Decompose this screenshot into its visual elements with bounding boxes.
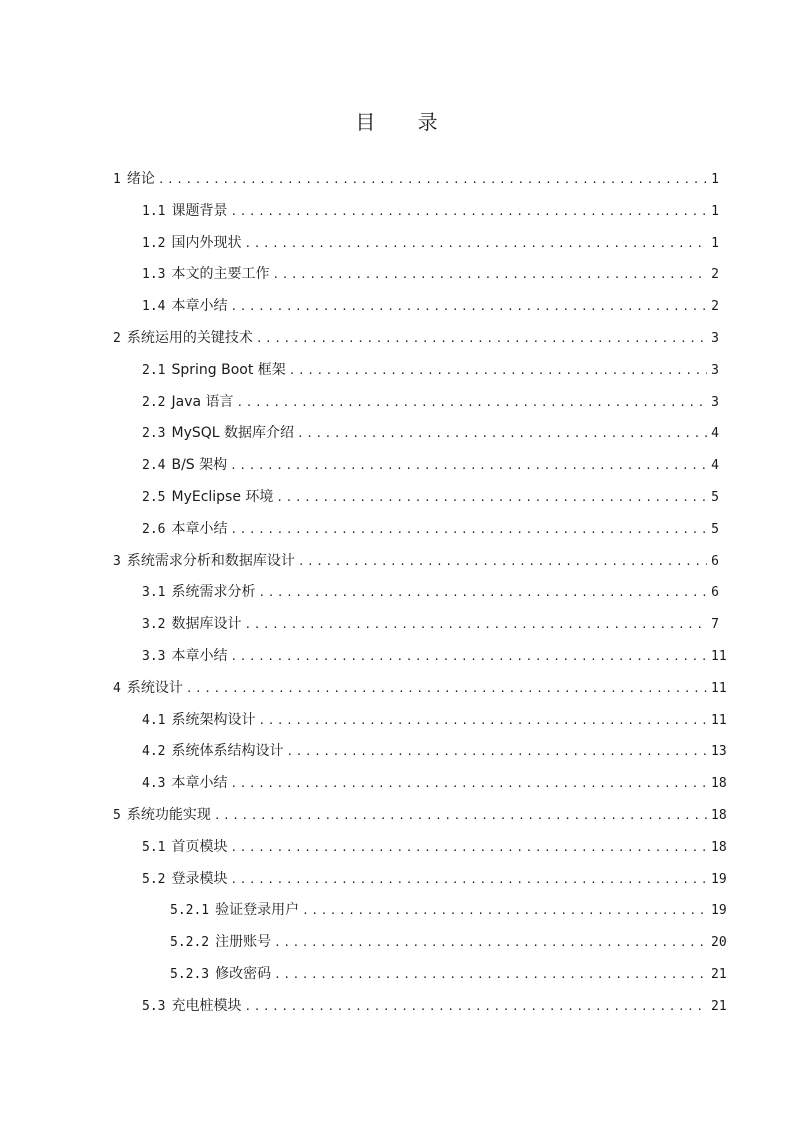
toc-entry-title: Spring Boot 框架 — [171, 361, 286, 378]
toc-entry-page-number: 11 — [711, 648, 727, 664]
toc-entry[interactable] — [113, 991, 727, 1023]
toc-dot-leader — [244, 609, 707, 641]
toc-entry-title: 系统功能实现 — [126, 806, 211, 823]
toc-entry[interactable] — [113, 705, 727, 737]
toc-entry[interactable] — [113, 768, 727, 800]
toc-entry-page-number: 1 — [711, 235, 719, 251]
toc-dot-leader — [272, 259, 707, 291]
toc-dot-leader — [274, 959, 707, 991]
toc-entry-page-number: 6 — [711, 585, 719, 601]
toc-entry[interactable] — [113, 641, 727, 673]
toc-dot-leader — [230, 291, 707, 323]
toc-dot-leader — [230, 196, 707, 228]
toc-entry[interactable] — [113, 736, 727, 768]
toc-dot-leader — [286, 736, 707, 768]
toc-entry-number: 5 — [113, 807, 121, 823]
toc-entry[interactable] — [113, 959, 727, 991]
toc-entry-page-number: 2 — [711, 299, 719, 315]
toc-entry[interactable] — [113, 927, 727, 959]
toc-entry-number: 1 — [113, 172, 121, 187]
toc-entry[interactable] — [113, 514, 719, 546]
toc-dot-leader — [214, 800, 707, 832]
toc-entry[interactable] — [113, 164, 719, 196]
toc-entry-page-number: 1 — [711, 172, 719, 187]
toc-dot-leader — [230, 514, 707, 546]
toc-dot-leader — [256, 323, 707, 355]
toc-entry-page-number: 19 — [711, 871, 727, 887]
toc-dot-leader — [186, 673, 707, 705]
toc-entry-number: 4.2 — [142, 744, 166, 760]
toc-entry-page-number: 3 — [711, 330, 719, 346]
toc-entry[interactable] — [113, 450, 719, 482]
toc-entry-number: 5.2.2 — [170, 935, 210, 951]
toc-dot-leader — [230, 641, 707, 673]
toc-entry[interactable] — [113, 800, 727, 832]
toc-entry-page-number: 2 — [711, 267, 719, 283]
toc-entry-page-number: 6 — [711, 553, 719, 569]
toc-entry-title: 注册账号 — [215, 934, 272, 951]
toc-entry-number: 1.3 — [142, 267, 166, 283]
toc-entry[interactable] — [113, 482, 719, 514]
toc-entry-title: 验证登录用户 — [215, 902, 300, 919]
toc-entry-title: 课题背景 — [171, 202, 228, 219]
toc-entry-page-number: 18 — [711, 839, 727, 855]
toc-entry-number: 2.5 — [142, 489, 166, 505]
toc-dot-leader — [244, 228, 707, 260]
toc-dot-leader — [276, 482, 707, 514]
toc-entry-page-number: 11 — [711, 712, 727, 728]
toc-dot-leader — [158, 164, 707, 196]
toc-entry-title: MySQL 数据库介绍 — [171, 425, 295, 442]
toc-entry-number: 5.2.1 — [170, 903, 210, 919]
toc-entry-title: 修改密码 — [215, 965, 272, 982]
toc-dot-leader — [230, 832, 707, 864]
toc-entry-title: 系统架构设计 — [171, 711, 256, 728]
toc-entry-title: 系统运用的关键技术 — [126, 329, 253, 346]
toc-entry[interactable] — [113, 355, 719, 387]
toc-entry[interactable] — [113, 609, 719, 641]
toc-entry-title: 充电桩模块 — [171, 997, 242, 1014]
toc-dot-leader — [289, 355, 707, 387]
toc-entry-number: 3 — [113, 553, 121, 569]
toc-entry[interactable] — [113, 546, 719, 578]
toc-entry-page-number: 21 — [711, 998, 727, 1014]
toc-entry-number: 5.3 — [142, 998, 166, 1014]
toc-entry-page-number: 5 — [711, 489, 719, 505]
toc-entry-page-number: 11 — [711, 680, 727, 696]
toc-entry-number: 4.3 — [142, 776, 166, 792]
toc-entry-number: 5.2.3 — [170, 966, 210, 982]
toc-entry[interactable] — [113, 832, 727, 864]
toc-entry-title: 数据库设计 — [171, 616, 242, 633]
toc-entry-title: B/S 架构 — [171, 457, 228, 474]
toc-entry-title: Java 语言 — [171, 393, 234, 410]
toc-entry[interactable] — [113, 196, 719, 228]
toc-dot-leader — [230, 450, 707, 482]
toc-entry-number: 2.2 — [142, 394, 166, 410]
toc-entry-page-number: 4 — [711, 458, 719, 474]
toc-entry[interactable] — [113, 259, 719, 291]
toc-dot-leader — [302, 895, 707, 927]
toc-entry-title: 登录模块 — [171, 870, 228, 887]
toc-entry-page-number: 3 — [711, 394, 719, 410]
toc-entry-number: 1.2 — [142, 235, 166, 251]
toc-entry-title: 国内外现状 — [171, 234, 242, 251]
toc-entry-page-number: 18 — [711, 807, 727, 823]
toc-dot-leader — [237, 387, 707, 419]
toc-dot-leader — [230, 864, 707, 896]
toc-dot-leader — [258, 705, 707, 737]
toc-entry-number: 3.2 — [142, 617, 166, 633]
toc-entry-number: 2.3 — [142, 426, 166, 442]
toc-entry-title: 首页模块 — [171, 838, 228, 855]
toc-dot-leader — [244, 991, 707, 1023]
toc-entry[interactable] — [113, 864, 727, 896]
toc-entry-title: 本章小结 — [171, 647, 228, 664]
toc-dot-leader — [274, 927, 707, 959]
toc-entry-page-number: 20 — [711, 935, 727, 951]
toc-entry-page-number: 1 — [711, 203, 719, 219]
toc-entry[interactable] — [113, 577, 719, 609]
toc-entry[interactable] — [113, 228, 719, 260]
toc-entry-title: MyEclipse 环境 — [171, 488, 274, 505]
page-title: 目 录 — [355, 110, 456, 134]
toc-entry-number: 4 — [113, 680, 121, 696]
toc-entry-page-number: 18 — [711, 776, 727, 792]
toc-entry[interactable] — [113, 673, 727, 705]
toc-entry-title: 系统体系结构设计 — [171, 743, 284, 760]
toc-entry-number: 3.3 — [142, 648, 166, 664]
toc-entry-page-number: 5 — [711, 521, 719, 537]
toc-entry-number: 2.4 — [142, 458, 166, 474]
toc-entry-page-number: 7 — [711, 617, 719, 633]
toc-entry[interactable] — [113, 418, 719, 450]
toc-entry-title: 本章小结 — [171, 775, 228, 792]
toc-entry-page-number: 4 — [711, 426, 719, 442]
toc-entry-number: 1.1 — [142, 203, 166, 219]
toc-entry-page-number: 19 — [711, 903, 727, 919]
toc-entry[interactable] — [113, 387, 719, 419]
toc-entry-number: 2 — [113, 330, 121, 346]
toc-entry-page-number: 21 — [711, 966, 727, 982]
toc-entry-number: 1.4 — [142, 299, 166, 315]
toc-entry-title: 本章小结 — [171, 520, 228, 537]
toc-entry[interactable] — [113, 895, 727, 927]
toc-entry-number: 5.2 — [142, 871, 166, 887]
toc-entry-title: 系统设计 — [126, 679, 183, 696]
toc-entry-title: 绪论 — [126, 171, 155, 187]
toc-entry-page-number: 3 — [711, 362, 719, 378]
toc-entry-page-number: 13 — [711, 744, 727, 760]
toc-entry[interactable] — [113, 291, 719, 323]
table-of-contents — [113, 164, 727, 1023]
toc-dot-leader — [298, 546, 707, 578]
toc-entry-number: 3.1 — [142, 585, 166, 601]
toc-entry-number: 2.1 — [142, 362, 166, 378]
toc-entry-title: 系统需求分析 — [171, 584, 256, 601]
toc-entry-title: 系统需求分析和数据库设计 — [126, 552, 295, 569]
toc-dot-leader — [230, 768, 707, 800]
toc-entry-number: 5.1 — [142, 839, 166, 855]
toc-entry-number: 2.6 — [142, 521, 166, 537]
toc-entry-number: 4.1 — [142, 712, 166, 728]
toc-entry-title: 本章小结 — [171, 298, 228, 315]
toc-dot-leader — [258, 577, 707, 609]
toc-entry[interactable] — [113, 323, 719, 355]
toc-entry-title: 本文的主要工作 — [171, 266, 270, 283]
toc-dot-leader — [297, 418, 707, 450]
